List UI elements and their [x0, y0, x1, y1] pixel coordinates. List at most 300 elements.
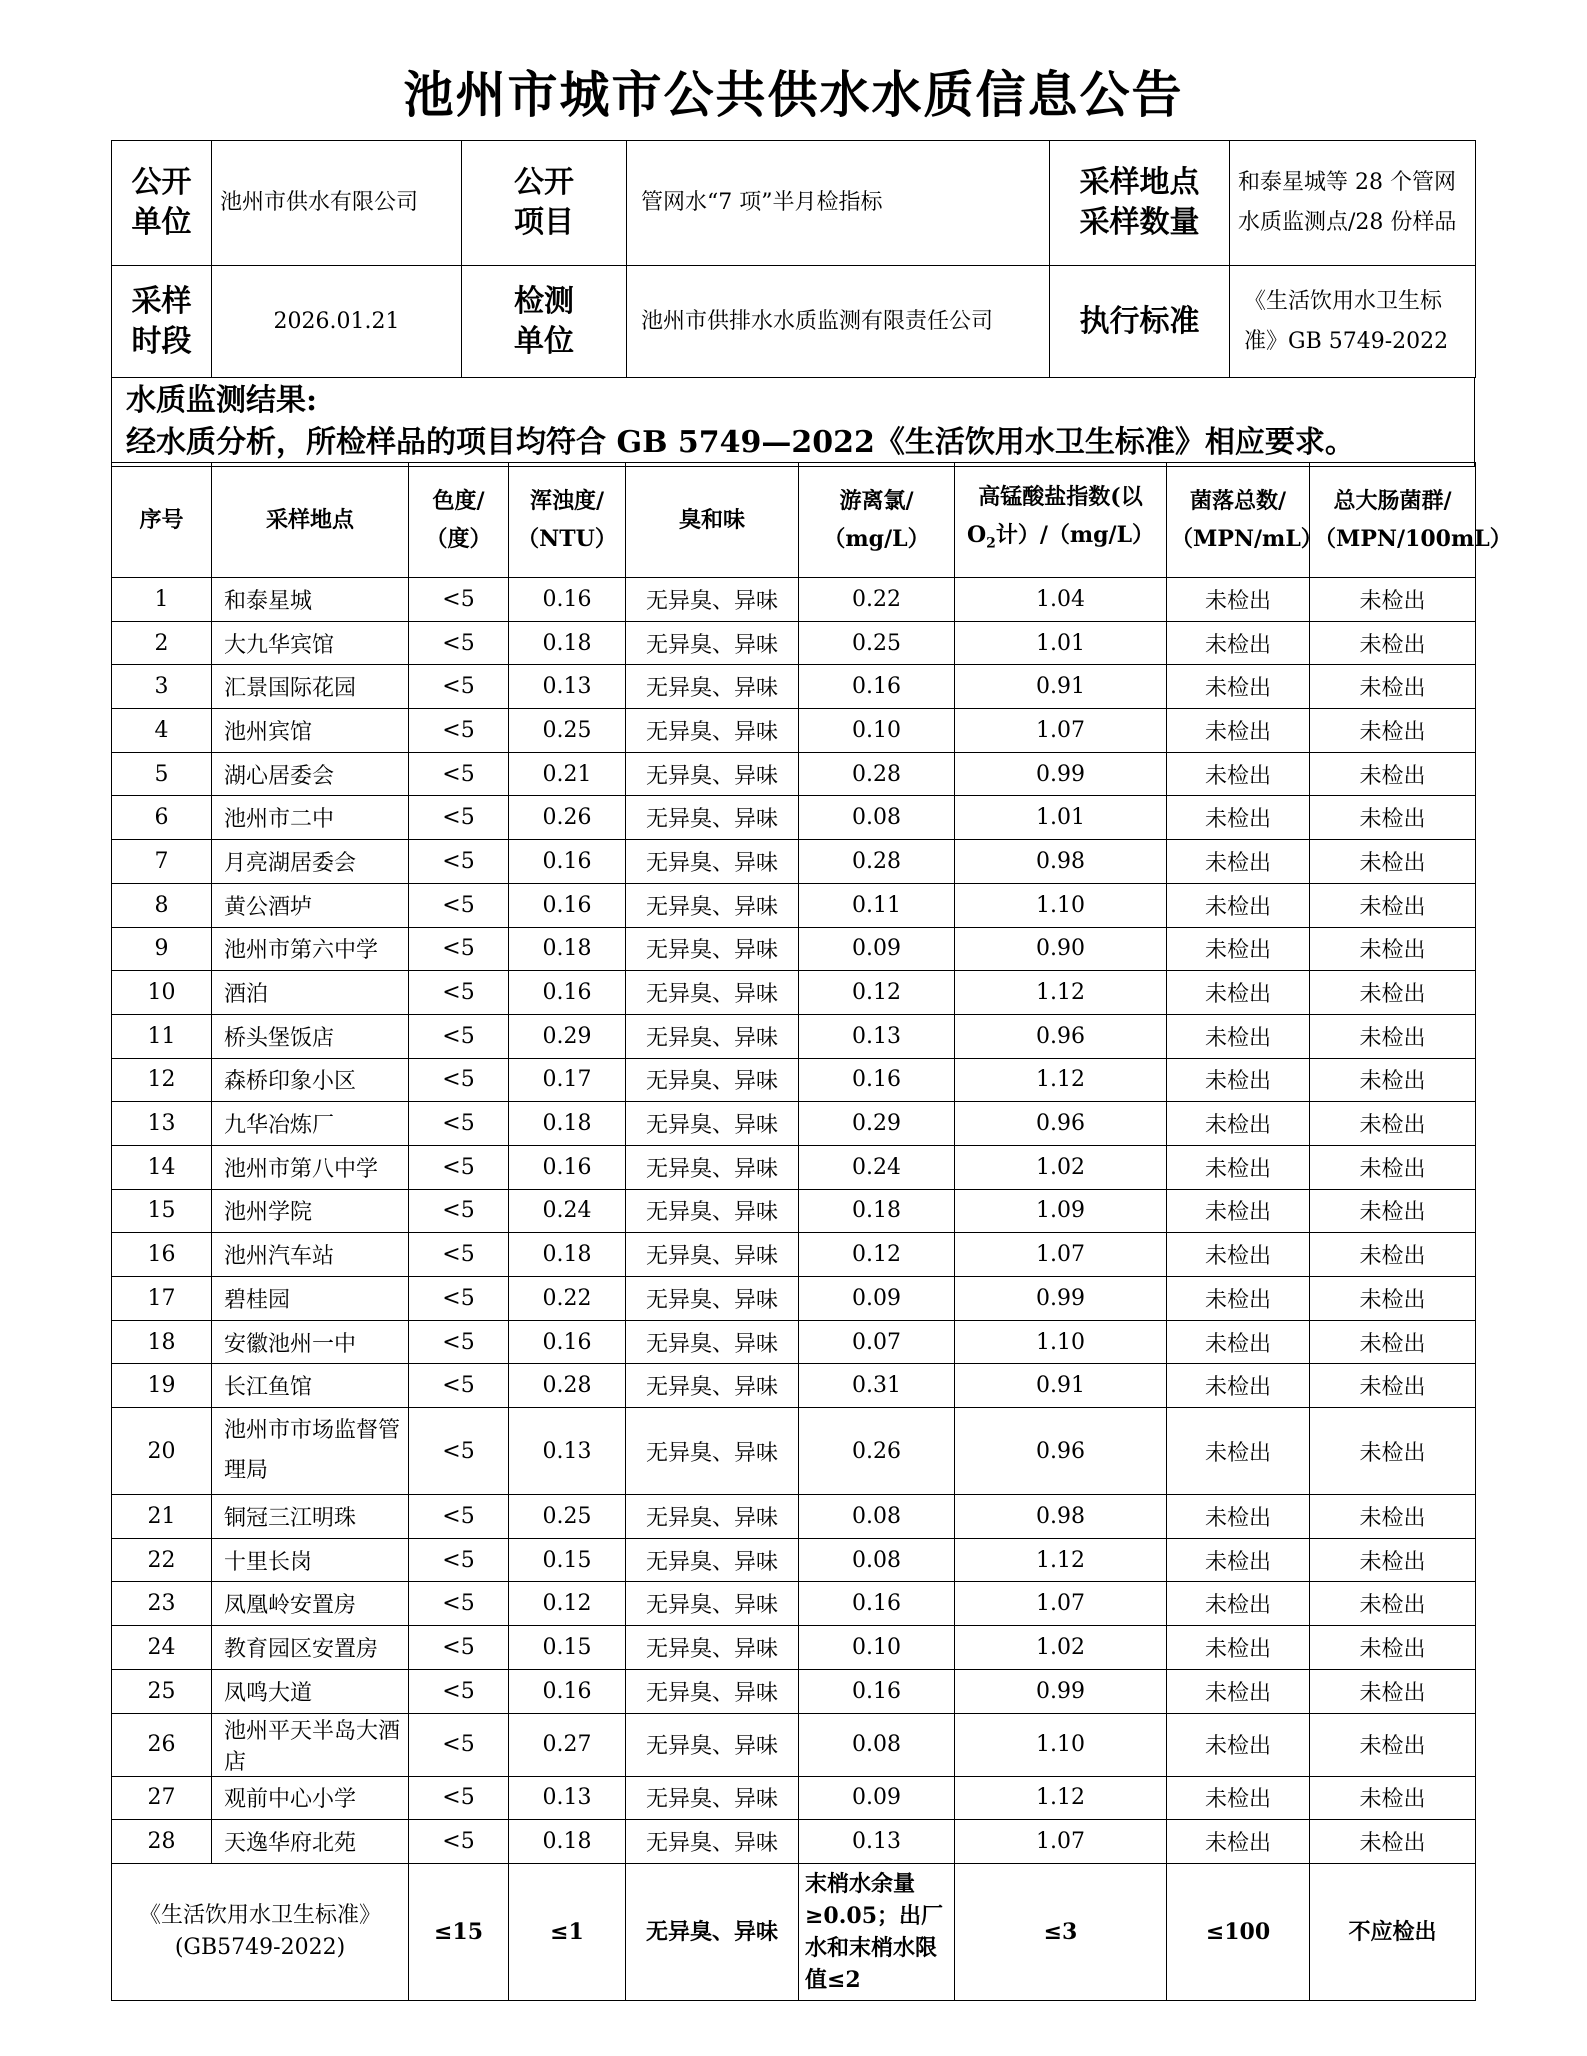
row-coliform: 未检出 — [1310, 1058, 1476, 1102]
row-no: 14 — [112, 1145, 212, 1189]
row-colony-count: 未检出 — [1167, 1102, 1310, 1146]
row-no: 27 — [112, 1776, 212, 1820]
row-odor: 无异臭、异味 — [626, 1320, 799, 1364]
row-location: 凤鸣大道 — [212, 1669, 409, 1713]
result-cell — [112, 378, 1475, 467]
standard-turbidity: ≤1 — [509, 1863, 626, 2000]
row-color: <5 — [409, 840, 509, 884]
row-location: 大九华宾馆 — [212, 621, 409, 665]
row-no: 16 — [112, 1233, 212, 1277]
row-no: 2 — [112, 621, 212, 665]
header-odor: 臭和味 — [626, 463, 799, 578]
row-color: <5 — [409, 1495, 509, 1539]
row-location: 和泰星城 — [212, 578, 409, 622]
row-coliform: 未检出 — [1310, 665, 1476, 709]
row-coliform: 未检出 — [1310, 1713, 1476, 1776]
row-location: 池州平天半岛大酒店 — [212, 1713, 409, 1776]
row-turbidity: 0.16 — [509, 1669, 626, 1713]
row-location: 教育园区安置房 — [212, 1626, 409, 1670]
row-odor: 无异臭、异味 — [626, 621, 799, 665]
row-no: 25 — [112, 1669, 212, 1713]
standard-row — [112, 1863, 1476, 2000]
row-chlorine: 0.29 — [799, 1102, 955, 1146]
row-no: 19 — [112, 1364, 212, 1408]
row-chlorine: 0.13 — [799, 1820, 955, 1864]
row-color: <5 — [409, 1102, 509, 1146]
row-turbidity: 0.26 — [509, 796, 626, 840]
row-location: 湖心居委会 — [212, 752, 409, 796]
table-row — [112, 1408, 1476, 1495]
row-location: 池州市市场监督管理局 — [212, 1408, 409, 1495]
row-codmn: 0.96 — [955, 1408, 1167, 1495]
lab-label: 检测 单位 — [462, 266, 627, 378]
standard-chlorine: 末梢水余量≥0.05；出厂水和末梢水限值≤2 — [799, 1863, 955, 2000]
standard-codmn: ≤3 — [955, 1863, 1167, 2000]
row-color: <5 — [409, 1669, 509, 1713]
row-coliform: 未检出 — [1310, 1102, 1476, 1146]
row-turbidity: 0.18 — [509, 927, 626, 971]
site-value: 和泰星城等 28 个管网水质监测点/28 份样品 — [1230, 141, 1476, 266]
standard-name: 《生活饮用水卫生标准》(GB5749-2022) — [112, 1863, 409, 2000]
row-odor: 无异臭、异味 — [626, 927, 799, 971]
row-colony-count: 未检出 — [1167, 971, 1310, 1015]
row-no: 15 — [112, 1189, 212, 1233]
row-location: 池州市二中 — [212, 796, 409, 840]
row-chlorine: 0.10 — [799, 709, 955, 753]
row-chlorine: 0.08 — [799, 1495, 955, 1539]
row-color: <5 — [409, 1582, 509, 1626]
table-row — [112, 1495, 1476, 1539]
row-coliform: 未检出 — [1310, 1189, 1476, 1233]
row-chlorine: 0.16 — [799, 1669, 955, 1713]
row-turbidity: 0.22 — [509, 1277, 626, 1321]
row-turbidity: 0.16 — [509, 1320, 626, 1364]
row-colony-count: 未检出 — [1167, 927, 1310, 971]
row-turbidity: 0.24 — [509, 1189, 626, 1233]
row-odor: 无异臭、异味 — [626, 1364, 799, 1408]
row-color: <5 — [409, 1408, 509, 1495]
row-no: 28 — [112, 1820, 212, 1864]
row-codmn: 0.98 — [955, 840, 1167, 884]
row-turbidity: 0.28 — [509, 1364, 626, 1408]
table-row — [112, 621, 1476, 665]
table-row — [112, 1277, 1476, 1321]
table-header-row — [112, 463, 1476, 578]
row-location: 桥头堡饭店 — [212, 1014, 409, 1058]
row-odor: 无异臭、异味 — [626, 796, 799, 840]
row-chlorine: 0.31 — [799, 1364, 955, 1408]
row-coliform: 未检出 — [1310, 1233, 1476, 1277]
row-coliform: 未检出 — [1310, 578, 1476, 622]
row-odor: 无异臭、异味 — [626, 1776, 799, 1820]
page-title: 池州市城市公共供水水质信息公告 — [403, 65, 1184, 124]
row-location: 安徽池州一中 — [212, 1320, 409, 1364]
row-coliform: 未检出 — [1310, 1495, 1476, 1539]
row-coliform: 未检出 — [1310, 971, 1476, 1015]
row-no: 20 — [112, 1408, 212, 1495]
row-coliform: 未检出 — [1310, 1820, 1476, 1864]
row-colony-count: 未检出 — [1167, 709, 1310, 753]
table-row — [112, 1320, 1476, 1364]
info-table — [111, 140, 1476, 378]
table-row — [112, 1776, 1476, 1820]
row-codmn: 1.12 — [955, 1538, 1167, 1582]
table-row — [112, 1145, 1476, 1189]
row-odor: 无异臭、异味 — [626, 665, 799, 709]
table-row — [112, 1626, 1476, 1670]
row-color: <5 — [409, 578, 509, 622]
row-no: 4 — [112, 709, 212, 753]
row-codmn: 1.10 — [955, 1320, 1167, 1364]
row-odor: 无异臭、异味 — [626, 840, 799, 884]
row-color: <5 — [409, 709, 509, 753]
row-codmn: 1.01 — [955, 621, 1167, 665]
row-codmn: 1.02 — [955, 1145, 1167, 1189]
row-colony-count: 未检出 — [1167, 1820, 1310, 1864]
row-odor: 无异臭、异味 — [626, 1538, 799, 1582]
row-coliform: 未检出 — [1310, 1408, 1476, 1495]
row-location: 天逸华府北苑 — [212, 1820, 409, 1864]
row-no: 12 — [112, 1058, 212, 1102]
row-turbidity: 0.18 — [509, 621, 626, 665]
site-label: 采样地点 采样数量 — [1050, 141, 1230, 266]
row-odor: 无异臭、异味 — [626, 752, 799, 796]
row-color: <5 — [409, 621, 509, 665]
row-colony-count: 未检出 — [1167, 1058, 1310, 1102]
row-chlorine: 0.09 — [799, 927, 955, 971]
row-chlorine: 0.26 — [799, 1408, 955, 1495]
row-no: 18 — [112, 1320, 212, 1364]
row-colony-count: 未检出 — [1167, 1626, 1310, 1670]
standard-color: ≤15 — [409, 1863, 509, 2000]
row-location: 观前中心小学 — [212, 1776, 409, 1820]
row-chlorine: 0.09 — [799, 1277, 955, 1321]
row-coliform: 未检出 — [1310, 883, 1476, 927]
row-coliform: 未检出 — [1310, 1582, 1476, 1626]
table-row — [112, 883, 1476, 927]
table-row — [112, 796, 1476, 840]
row-codmn: 1.09 — [955, 1189, 1167, 1233]
row-turbidity: 0.13 — [509, 1776, 626, 1820]
row-chlorine: 0.28 — [799, 752, 955, 796]
item-label: 公开 项目 — [462, 141, 627, 266]
row-codmn: 1.12 — [955, 1776, 1167, 1820]
row-no: 7 — [112, 840, 212, 884]
row-color: <5 — [409, 1820, 509, 1864]
row-colony-count: 未检出 — [1167, 1145, 1310, 1189]
row-codmn: 0.96 — [955, 1102, 1167, 1146]
row-color: <5 — [409, 1713, 509, 1776]
row-color: <5 — [409, 1364, 509, 1408]
row-location: 月亮湖居委会 — [212, 840, 409, 884]
row-coliform: 未检出 — [1310, 752, 1476, 796]
row-chlorine: 0.12 — [799, 971, 955, 1015]
row-codmn: 1.10 — [955, 1713, 1167, 1776]
row-color: <5 — [409, 665, 509, 709]
row-chlorine: 0.16 — [799, 1058, 955, 1102]
row-codmn: 0.99 — [955, 752, 1167, 796]
row-color: <5 — [409, 1145, 509, 1189]
row-colony-count: 未检出 — [1167, 1189, 1310, 1233]
period-value: 2026.01.21 — [212, 266, 462, 378]
row-codmn: 1.07 — [955, 1820, 1167, 1864]
row-colony-count: 未检出 — [1167, 796, 1310, 840]
row-turbidity: 0.15 — [509, 1626, 626, 1670]
table-row — [112, 840, 1476, 884]
table-row — [112, 1233, 1476, 1277]
row-turbidity: 0.16 — [509, 971, 626, 1015]
row-codmn: 0.91 — [955, 1364, 1167, 1408]
table-row — [112, 578, 1476, 622]
row-turbidity: 0.25 — [509, 709, 626, 753]
row-chlorine: 0.08 — [799, 1538, 955, 1582]
row-codmn: 1.12 — [955, 1058, 1167, 1102]
row-colony-count: 未检出 — [1167, 1495, 1310, 1539]
row-location: 九华冶炼厂 — [212, 1102, 409, 1146]
row-odor: 无异臭、异味 — [626, 1820, 799, 1864]
row-colony-count: 未检出 — [1167, 1713, 1310, 1776]
header-turbidity: 浑浊度/（NTU） — [509, 463, 626, 578]
row-no: 3 — [112, 665, 212, 709]
row-color: <5 — [409, 1320, 509, 1364]
row-turbidity: 0.15 — [509, 1538, 626, 1582]
header-codmn — [955, 463, 1167, 578]
row-odor: 无异臭、异味 — [626, 883, 799, 927]
row-color: <5 — [409, 883, 509, 927]
lab-value: 池州市供排水水质监测有限责任公司 — [627, 266, 1050, 378]
row-no: 8 — [112, 883, 212, 927]
row-odor: 无异臭、异味 — [626, 1669, 799, 1713]
table-row — [112, 1820, 1476, 1864]
header-colony-count: 菌落总数/（MPN/mL） — [1167, 463, 1310, 578]
row-location: 森桥印象小区 — [212, 1058, 409, 1102]
row-codmn: 0.99 — [955, 1669, 1167, 1713]
row-turbidity: 0.18 — [509, 1820, 626, 1864]
row-turbidity: 0.13 — [509, 665, 626, 709]
row-odor: 无异臭、异味 — [626, 1495, 799, 1539]
row-coliform: 未检出 — [1310, 1277, 1476, 1321]
row-codmn: 1.07 — [955, 1233, 1167, 1277]
row-chlorine: 0.16 — [799, 665, 955, 709]
row-turbidity: 0.12 — [509, 1582, 626, 1626]
row-colony-count: 未检出 — [1167, 752, 1310, 796]
row-chlorine: 0.08 — [799, 1713, 955, 1776]
row-location: 池州学院 — [212, 1189, 409, 1233]
row-chlorine: 0.10 — [799, 1626, 955, 1670]
row-location: 池州市第六中学 — [212, 927, 409, 971]
table-row — [112, 927, 1476, 971]
row-coliform: 未检出 — [1310, 1776, 1476, 1820]
row-no: 11 — [112, 1014, 212, 1058]
row-codmn: 1.07 — [955, 709, 1167, 753]
row-codmn: 0.91 — [955, 665, 1167, 709]
header-color: 色度/（度） — [409, 463, 509, 578]
row-turbidity: 0.18 — [509, 1102, 626, 1146]
row-odor: 无异臭、异味 — [626, 1626, 799, 1670]
row-colony-count: 未检出 — [1167, 1277, 1310, 1321]
row-location: 池州市第八中学 — [212, 1145, 409, 1189]
row-color: <5 — [409, 1189, 509, 1233]
row-colony-count: 未检出 — [1167, 1408, 1310, 1495]
row-coliform: 未检出 — [1310, 621, 1476, 665]
row-location: 黄公酒垆 — [212, 883, 409, 927]
row-no: 13 — [112, 1102, 212, 1146]
row-chlorine: 0.08 — [799, 796, 955, 840]
row-coliform: 未检出 — [1310, 1364, 1476, 1408]
header-codmn-line2: $O_2$计）/（mg/L） — [966, 521, 1155, 552]
table-row — [112, 709, 1476, 753]
row-colony-count: 未检出 — [1167, 1233, 1310, 1277]
standard-value: 《生活饮用水卫生标准》GB 5749-2022 — [1230, 266, 1476, 378]
row-turbidity: 0.25 — [509, 1495, 626, 1539]
item-value: 管网水“7 项”半月检指标 — [627, 141, 1050, 266]
table-row — [112, 1364, 1476, 1408]
row-no: 17 — [112, 1277, 212, 1321]
row-turbidity: 0.29 — [509, 1014, 626, 1058]
row-coliform: 未检出 — [1310, 709, 1476, 753]
standard-coliform: 不应检出 — [1310, 1863, 1476, 2000]
row-coliform: 未检出 — [1310, 840, 1476, 884]
row-color: <5 — [409, 927, 509, 971]
table-row — [112, 971, 1476, 1015]
result-box — [111, 378, 1475, 467]
row-location: 凤凰岭安置房 — [212, 1582, 409, 1626]
row-turbidity: 0.27 — [509, 1713, 626, 1776]
row-chlorine: 0.25 — [799, 621, 955, 665]
row-location: 池州宾馆 — [212, 709, 409, 753]
standard-odor: 无异臭、异味 — [626, 1863, 799, 2000]
row-codmn: 0.96 — [955, 1014, 1167, 1058]
row-turbidity: 0.16 — [509, 578, 626, 622]
row-codmn: 0.90 — [955, 927, 1167, 971]
row-no: 9 — [112, 927, 212, 971]
row-chlorine: 0.22 — [799, 578, 955, 622]
row-odor: 无异臭、异味 — [626, 1713, 799, 1776]
row-chlorine: 0.28 — [799, 840, 955, 884]
row-colony-count: 未检出 — [1167, 1538, 1310, 1582]
row-no: 22 — [112, 1538, 212, 1582]
header-no: 序号 — [112, 463, 212, 578]
row-no: 26 — [112, 1713, 212, 1776]
row-colony-count: 未检出 — [1167, 1364, 1310, 1408]
unit-label: 公开 单位 — [112, 141, 212, 266]
table-row — [112, 665, 1476, 709]
row-codmn: 1.10 — [955, 883, 1167, 927]
row-colony-count: 未检出 — [1167, 1582, 1310, 1626]
row-chlorine: 0.24 — [799, 1145, 955, 1189]
row-colony-count: 未检出 — [1167, 1776, 1310, 1820]
row-chlorine: 0.16 — [799, 1582, 955, 1626]
row-codmn: 0.98 — [955, 1495, 1167, 1539]
period-label: 采样 时段 — [112, 266, 212, 378]
row-location: 十里长岗 — [212, 1538, 409, 1582]
row-turbidity: 0.21 — [509, 752, 626, 796]
row-turbidity: 0.16 — [509, 840, 626, 884]
results-table — [111, 462, 1512, 2001]
row-odor: 无异臭、异味 — [626, 1102, 799, 1146]
row-odor: 无异臭、异味 — [626, 1189, 799, 1233]
row-odor: 无异臭、异味 — [626, 971, 799, 1015]
row-color: <5 — [409, 1538, 509, 1582]
header-codmn-line1: 高锰酸盐指数(以 — [978, 483, 1143, 510]
row-coliform: 未检出 — [1310, 1014, 1476, 1058]
result-heading: 水质监测结果: — [126, 383, 318, 418]
row-turbidity: 0.13 — [509, 1408, 626, 1495]
row-odor: 无异臭、异味 — [626, 1145, 799, 1189]
row-color: <5 — [409, 1058, 509, 1102]
row-coliform: 未检出 — [1310, 796, 1476, 840]
row-color: <5 — [409, 796, 509, 840]
row-turbidity: 0.16 — [509, 883, 626, 927]
table-row — [112, 1669, 1476, 1713]
row-coliform: 未检出 — [1310, 1320, 1476, 1364]
row-colony-count: 未检出 — [1167, 1669, 1310, 1713]
row-odor: 无异臭、异味 — [626, 1277, 799, 1321]
row-turbidity: 0.18 — [509, 1233, 626, 1277]
row-colony-count: 未检出 — [1167, 1014, 1310, 1058]
table-row — [112, 1538, 1476, 1582]
row-no: 5 — [112, 752, 212, 796]
row-colony-count: 未检出 — [1167, 578, 1310, 622]
row-coliform: 未检出 — [1310, 1669, 1476, 1713]
row-odor: 无异臭、异味 — [626, 578, 799, 622]
row-chlorine: 0.11 — [799, 883, 955, 927]
row-odor: 无异臭、异味 — [626, 1582, 799, 1626]
row-color: <5 — [409, 752, 509, 796]
row-colony-count: 未检出 — [1167, 621, 1310, 665]
row-location: 长江鱼馆 — [212, 1364, 409, 1408]
row-odor: 无异臭、异味 — [626, 1233, 799, 1277]
result-text: 经水质分析，所检样品的项目均符合 GB 5749—2022《生活饮用水卫生标准》相应要求。 — [126, 425, 1355, 460]
row-codmn: 0.99 — [955, 1277, 1167, 1321]
row-chlorine: 0.18 — [799, 1189, 955, 1233]
row-no: 1 — [112, 578, 212, 622]
row-odor: 无异臭、异味 — [626, 1408, 799, 1495]
row-chlorine: 0.07 — [799, 1320, 955, 1364]
table-row — [112, 752, 1476, 796]
table-row — [112, 1189, 1476, 1233]
row-odor: 无异臭、异味 — [626, 1058, 799, 1102]
row-color: <5 — [409, 1776, 509, 1820]
row-colony-count: 未检出 — [1167, 665, 1310, 709]
table-row — [112, 1014, 1476, 1058]
row-no: 10 — [112, 971, 212, 1015]
row-location: 酒泊 — [212, 971, 409, 1015]
row-codmn: 1.02 — [955, 1626, 1167, 1670]
row-color: <5 — [409, 1014, 509, 1058]
standard-label: 执行标准 — [1050, 266, 1230, 378]
row-color: <5 — [409, 971, 509, 1015]
row-color: <5 — [409, 1626, 509, 1670]
row-colony-count: 未检出 — [1167, 840, 1310, 884]
row-color: <5 — [409, 1277, 509, 1321]
header-chlorine: 游离氯/（mg/L） — [799, 463, 955, 578]
unit-value: 池州市供水有限公司 — [212, 141, 462, 266]
table-row — [112, 1713, 1476, 1776]
row-colony-count: 未检出 — [1167, 1320, 1310, 1364]
row-no: 24 — [112, 1626, 212, 1670]
table-row — [112, 1582, 1476, 1626]
row-codmn: 1.07 — [955, 1582, 1167, 1626]
row-location: 铜冠三江明珠 — [212, 1495, 409, 1539]
row-chlorine: 0.12 — [799, 1233, 955, 1277]
row-no: 23 — [112, 1582, 212, 1626]
row-codmn: 1.01 — [955, 796, 1167, 840]
row-location: 池州汽车站 — [212, 1233, 409, 1277]
table-row — [112, 1058, 1476, 1102]
row-location: 碧桂园 — [212, 1277, 409, 1321]
table-row — [112, 1102, 1476, 1146]
